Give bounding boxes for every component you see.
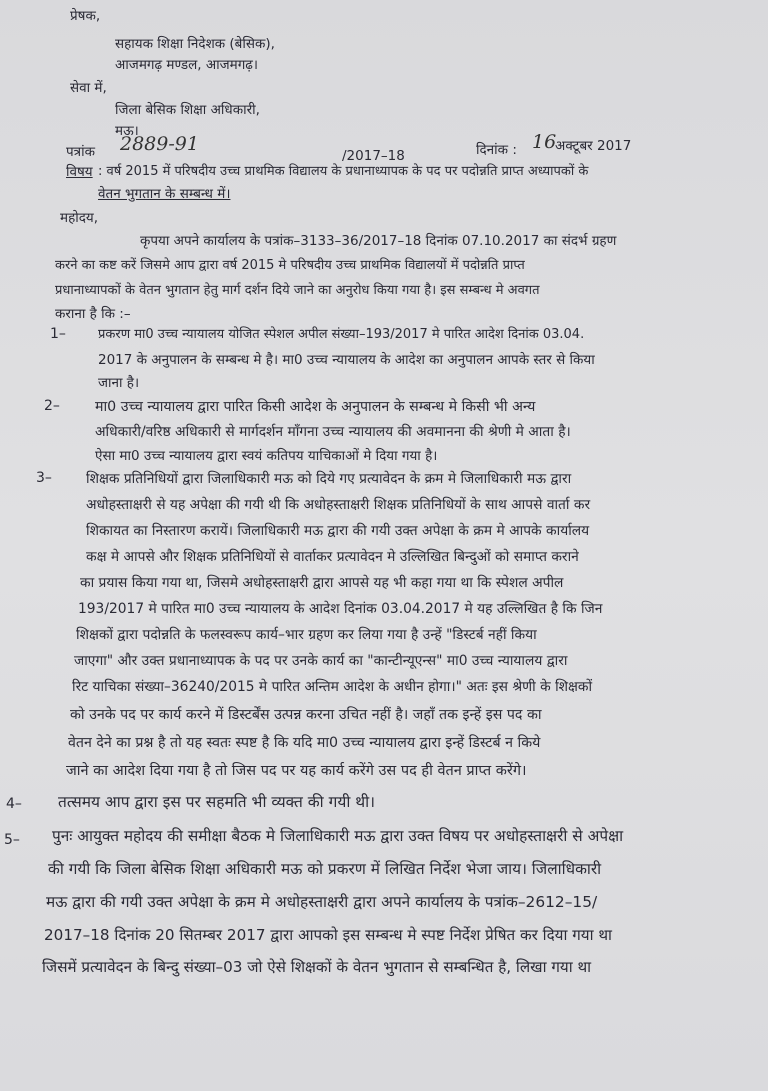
sender-line2: आजमगढ़ मण्डल, आजमगढ़।: [115, 57, 259, 73]
intro-line: कराना है कि :–: [55, 306, 131, 322]
point-3-line: का प्रयास किया गया था, जिसमे अधोहस्ताक्षरी द्वारा आपसे यह भी कहा गया था कि स्पेशल अपील: [80, 575, 564, 591]
sender-line1: सहायक शिक्षा निदेशक (बेसिक),: [115, 36, 275, 52]
point-3-line: 193/2017 मे पारित मा0 उच्च न्यायालय के आदेश दिनांक 03.04.2017 मे यह उल्लिखित है कि जिन: [78, 601, 603, 617]
point-5-line: जिसमें प्रत्यावेदन के बिन्दु संख्या–03 जो ऐसे शिक्षकों के वेतन भुगतान से सम्बन्धित है, लिखा गया था: [42, 958, 592, 976]
point-2-line: मा0 उच्च न्यायालय द्वारा पारित किसी आदेश के अनुपालन के सम्बन्ध मे किसी भी अन्य: [95, 399, 536, 415]
intro-line: करने का कष्ट करें जिसमे आप द्वारा वर्ष 2015 मे परिषदीय उच्च प्राथमिक विद्यालयों में पदोन्नति प्राप्त: [55, 258, 525, 273]
seva-label: सेवा में,: [70, 80, 107, 96]
salutation: महोदय,: [60, 210, 99, 226]
point-3-line: अधोहस्ताक्षरी से यह अपेक्षा की गयी थी कि अधोहस्ताक्षरी शिक्षक प्रतिनिधियों के साथ आपसे वार्ता कर: [86, 497, 591, 513]
point-5-line: मऊ द्वारा की गयी उक्त अपेक्षा के क्रम मे अधोहस्ताक्षरी द्वारा अपने कार्यालय के पत्रांक–2612–15/: [46, 893, 598, 911]
point-3-line: शिक्षक प्रतिनिधियों द्वारा जिलाधिकारी मऊ को दिये गए प्रत्यावेदन के क्रम मे जिलाधिकारी मऊ द्वारा: [86, 471, 572, 487]
subject-line1: : वर्ष 2015 में परिषदीय उच्च प्राथमिक विद्यालय के प्रधानाध्यापक के पद पर पदोन्नति प्राप्त अध्यापकों के: [98, 164, 589, 179]
point-4-line: तत्समय आप द्वारा इस पर सहमति भी व्यक्त की गयी थी।: [58, 793, 376, 811]
prashak-label: प्रेषक,: [70, 8, 101, 24]
point-5-line: पुनः आयुक्त महोदय की समीक्षा बैठक मे जिलाधिकारी मऊ द्वारा उक्त विषय पर अधोहस्ताक्षरी से अपेक्षा: [52, 827, 624, 845]
recipient-line2: मऊ।: [115, 123, 139, 139]
point-3-number: 3–: [36, 470, 52, 486]
recipient-line1: जिला बेसिक शिक्षा अधिकारी,: [115, 102, 260, 118]
dinank-rest: अक्टूबर 2017: [555, 138, 632, 154]
point-5-number: 5–: [4, 832, 20, 848]
point-2-number: 2–: [44, 398, 60, 414]
intro-line: प्रधानाध्यापकों के वेतन भुगतान हेतु मार्ग दर्शन दिये जाने का अनुरोध किया गया है। इस सम्बन्ध मे अवगत: [55, 283, 540, 298]
patrank-suffix: /2017–18: [342, 148, 405, 164]
dinank-handwritten: 16: [532, 131, 557, 153]
patrank-label: पत्रांक: [66, 144, 95, 160]
point-2-line: ऐसा मा0 उच्च न्यायालय द्वारा स्वयं कतिपय याचिकाओं मे दिया गया है।: [95, 448, 438, 464]
point-5-line: 2017–18 दिनांक 20 सितम्बर 2017 द्वारा आपको इस सम्बन्ध मे स्पष्ट निर्देश प्रेषित कर दिया गया था: [44, 926, 612, 944]
point-2-line: अधिकारी/वरिष्ठ अधिकारी से मार्गदर्शन माँगना उच्च न्यायालय की अवमानना की श्रेणी मे आता है।: [95, 424, 571, 440]
intro-line: कृपया अपने कार्यालय के पत्रांक–3133–36/2017–18 दिनांक 07.10.2017 का संदर्भ ग्रहण: [140, 233, 617, 249]
dinank-label: दिनांक :: [476, 142, 517, 158]
point-1-line: प्रकरण मा0 उच्च न्यायालय योजित स्पेशल अपील संख्या–193/2017 मे पारित आदेश दिनांक 03.04.: [98, 327, 585, 342]
point-1-line: 2017 के अनुपालन के सम्बन्ध मे है। मा0 उच्च न्यायालय के आदेश का अनुपालन आपके स्तर से किया: [98, 352, 595, 368]
point-1-number: 1–: [50, 326, 66, 342]
point-3-line: शिक्षकों द्वारा पदोन्नति के फलस्वरूप कार्य–भार ग्रहण कर लिया गया है उन्हें "डिस्टर्ब नहीं किया: [76, 627, 537, 643]
subject-label: विषय: [66, 164, 93, 180]
point-1-line: जाना है।: [98, 375, 140, 391]
subject-line2: वेतन भुगतान के सम्बन्ध में।: [98, 186, 231, 202]
point-3-line: जाने का आदेश दिया गया है तो जिस पद पर यह कार्य करेंगे उस पद ही वेतन प्राप्त करेंगे।: [66, 763, 527, 779]
point-4-number: 4–: [6, 796, 22, 812]
point-3-line: को उनके पद पर कार्य करने में डिस्टर्बेंस उत्पन्न करना उचित नहीं है। जहाँ तक इन्हें इस पद का: [70, 707, 542, 723]
point-5-line: की गयी कि जिला बेसिक शिक्षा अधिकारी मऊ को प्रकरण में लिखित निर्देश भेजा जाय। जिलाधिकारी: [48, 860, 602, 878]
point-3-line: जाएगा" और उक्त प्रधानाध्यापक के पद पर उनके कार्य का "कान्टीन्यूएन्स" मा0 उच्च न्यायालय द्वारा: [74, 653, 568, 669]
patrank-handwritten: 2889-91: [120, 133, 199, 155]
point-3-line: शिकायत का निस्तारण करायें। जिलाधिकारी मऊ द्वारा की गयी उक्त अपेक्षा के क्रम मे आपके कार्यालय: [86, 523, 590, 539]
point-3-line: कक्ष मे आपसे और शिक्षक प्रतिनिधियों से वार्ताकर प्रत्यावेदन मे उल्लिखित बिन्दुओं को समाप्त कराने: [86, 549, 579, 565]
point-3-line: रिट याचिका संख्या–36240/2015 मे पारित अन्तिम आदेश के अधीन होगा।" अतः इस श्रेणी के शिक्षकों: [72, 679, 593, 695]
point-3-line: वेतन देने का प्रश्न है तो यह स्वतः स्पष्ट है कि यदि मा0 उच्च न्यायालय द्वारा इन्हें डिस्टर्ब न किये: [68, 735, 541, 751]
